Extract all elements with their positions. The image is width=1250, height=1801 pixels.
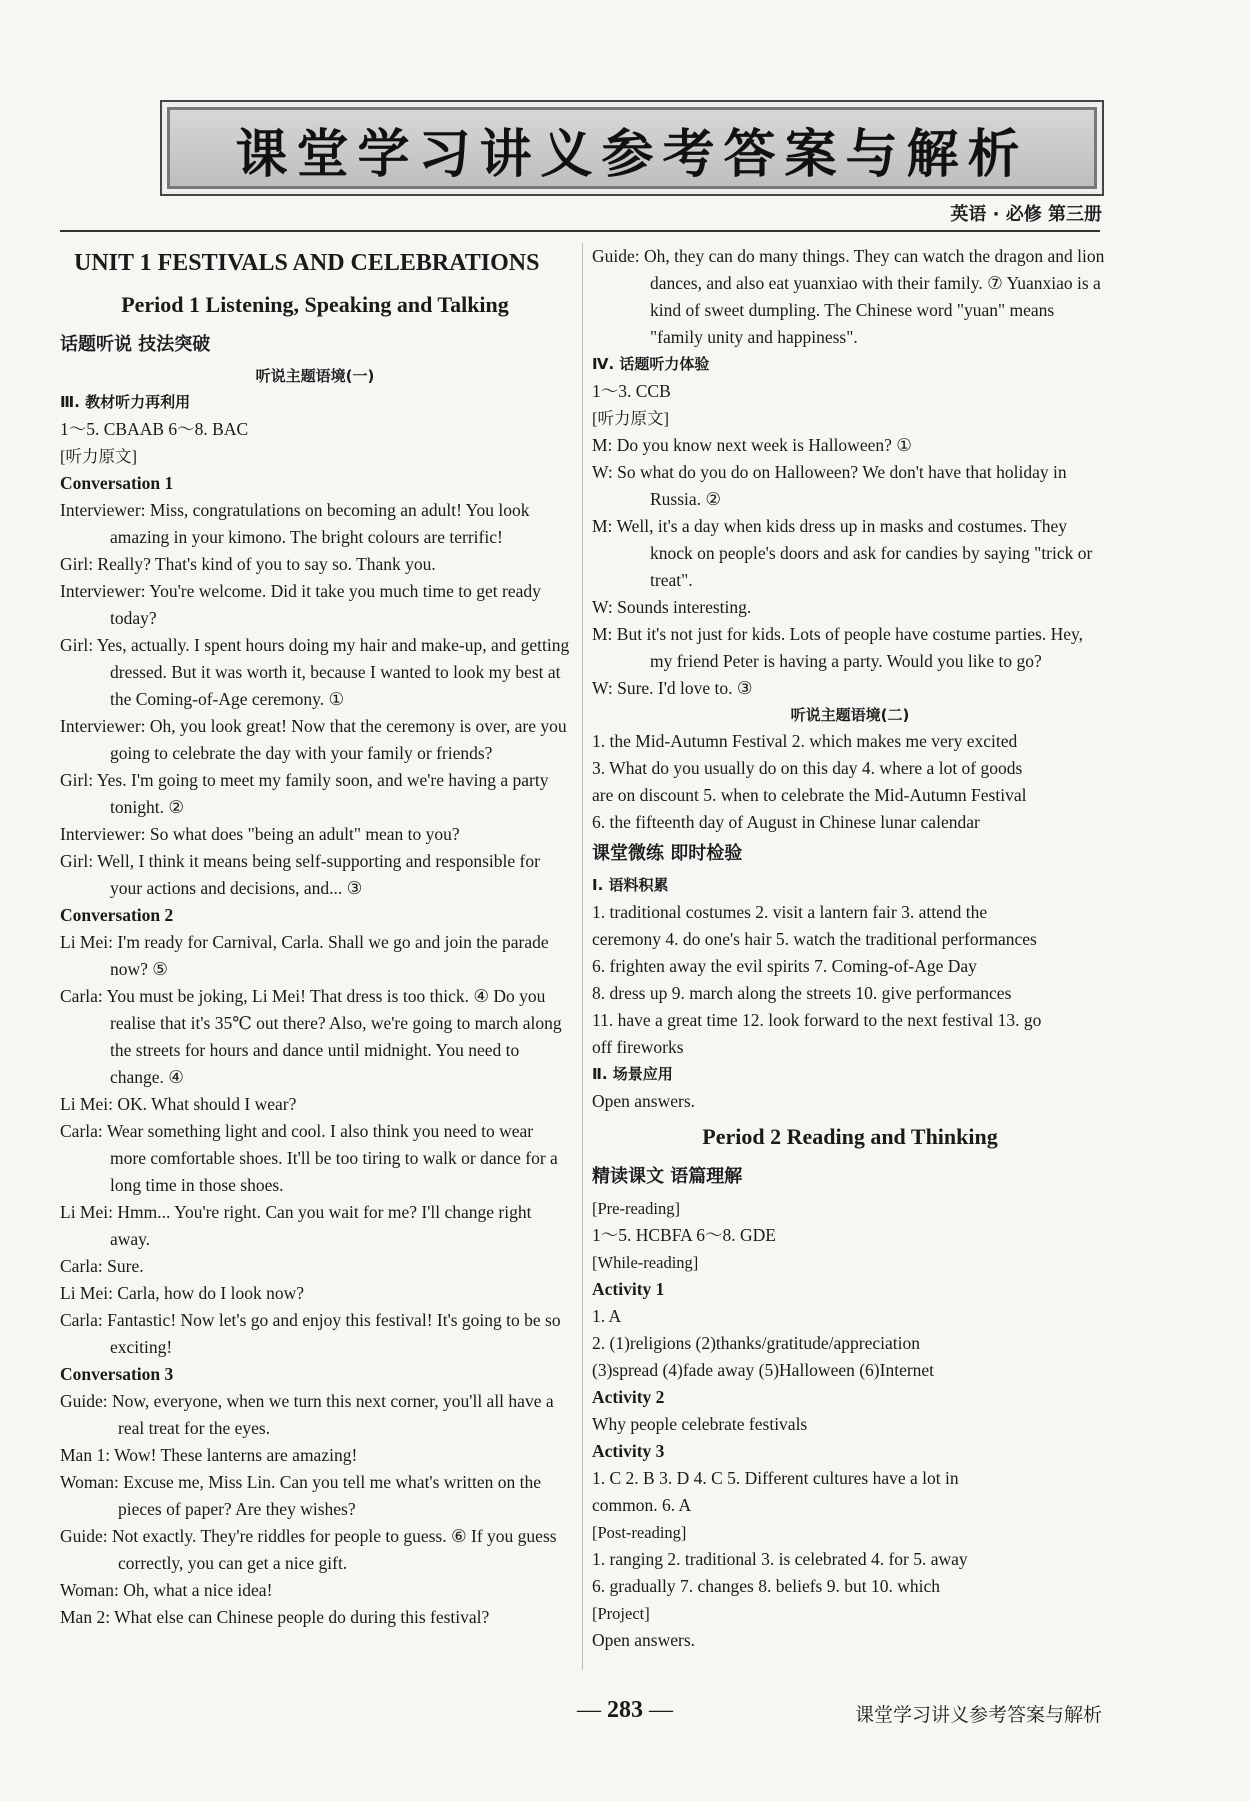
dialogue-line: Interviewer: So what does "being an adult" mean to you?: [60, 824, 460, 844]
vocab-line: ceremony 4. do one's hair 5. watch the traditional performances: [592, 929, 1037, 949]
dialogue-line: Interviewer: Oh, you look great! Now that the ceremony is over, are you going to celebrate the day with your family or friends?: [60, 716, 567, 763]
prereading-answers: 1～5. HCBFA 6～8. GDE: [592, 1225, 776, 1245]
tapescript-label: [听力原文]: [592, 409, 669, 428]
prereading-label: [Pre-reading]: [592, 1199, 680, 1218]
dialogue-line: M: Do you know next week is Halloween? ①: [592, 435, 912, 455]
activity2-title: Activity 2: [592, 1387, 665, 1407]
dialogue-line: W: Sounds interesting.: [592, 597, 752, 617]
activity1-answer: (3)spread (4)fade away (5)Halloween (6)Internet: [592, 1360, 935, 1380]
period2-heading: Period 2 Reading and Thinking: [702, 1124, 998, 1149]
column-divider: [582, 243, 583, 1670]
dialogue-line: Man 2: What else can Chinese people do during this festival?: [60, 1607, 490, 1627]
tapescript-label: [听力原文]: [60, 447, 137, 466]
unit-heading: UNIT 1 FESTIVALS AND CELEBRATIONS: [74, 250, 540, 276]
dialogue-line: Woman: Excuse me, Miss Lin. Can you tell me what's written on the pieces of paper? Are they wishes?: [60, 1472, 541, 1519]
dialogue-line: Woman: Oh, what a nice idea!: [60, 1580, 273, 1600]
practice-heading: 课堂微练 即时检验: [592, 843, 743, 864]
page-number: 283: [607, 1697, 643, 1723]
postreading-answer: 6. gradually 7. changes 8. beliefs 9. but 10. which: [592, 1576, 940, 1596]
section3-answers: 1～5. CBAAB 6～8. BAC: [60, 419, 249, 439]
dialogue-line: Interviewer: You're welcome. Did it take you much time to get ready today?: [60, 581, 541, 628]
dialogue-line: Carla: You must be joking, Li Mei! That dress is too thick. ④ Do you realise that it's 35℃ out there? Also, we're going to march along the streets for hours and dance until midnight. You need to change. ④: [60, 986, 562, 1087]
dialogue-line: Li Mei: OK. What should I wear?: [60, 1094, 297, 1114]
dialogue-line: Guide: Oh, they can do many things. They can watch the dragon and lion dances, and also eat yuanxiao with their family. ⑦ Yuanxiao is a kind of sweet dumpling. The Chinese word "yuan" means "family unity and happiness".: [592, 246, 1105, 347]
vocab-line: 6. frighten away the evil spirits 7. Coming-of-Age Day: [592, 956, 977, 976]
whilereading-label: [While-reading]: [592, 1253, 699, 1272]
activity1-answer: 1. A: [592, 1306, 622, 1326]
dialogue-line: Li Mei: Carla, how do I look now?: [60, 1283, 304, 1303]
dialogue-line: Guide: Not exactly. They're riddles for people to guess. ⑥ If you guess correctly, you can get a nice gift.: [60, 1526, 557, 1573]
scene2-line: are on discount 5. when to celebrate the Mid-Autumn Festival: [592, 785, 1027, 805]
dialogue-line: Girl: Really? That's kind of you to say so. Thank you.: [60, 554, 436, 574]
vocab-line: 8. dress up 9. march along the streets 10. give performances: [592, 983, 1012, 1003]
project-label: [Project]: [592, 1604, 650, 1623]
vocab-heading: Ⅰ. 语料积累: [592, 876, 669, 894]
header-rule: [60, 230, 1100, 232]
scene2-line: 3. What do you usually do on this day 4. where a lot of goods: [592, 758, 1023, 778]
dialogue-line: M: Well, it's a day when kids dress up in masks and costumes. They knock on people's doors and ask for candies by saying "trick or treat".: [592, 516, 1093, 590]
right-column: [592, 243, 1108, 1654]
conversation2-title: Conversation 2: [60, 905, 174, 925]
footer-title: 课堂学习讲义参考答案与解析: [854, 1704, 1102, 1726]
dialogue-line: Girl: Yes, actually. I spent hours doing my hair and make-up, and getting dressed. But it was worth it, because I wanted to look my best at the Coming-of-Age ceremony. ①: [60, 635, 570, 709]
reading-heading: 精读课文 语篇理解: [592, 1166, 743, 1187]
dialogue-line: Man 1: Wow! These lanterns are amazing!: [60, 1445, 358, 1465]
topic-heading: 话题听说 技法突破: [60, 334, 211, 355]
scene2-line: 1. the Mid-Autumn Festival 2. which makes me very excited: [592, 731, 1018, 751]
scene2-heading: 听说主题语境(二): [790, 706, 910, 724]
dialogue-line: Carla: Sure.: [60, 1256, 144, 1276]
vocab-line: 11. have a great time 12. look forward to the next festival 13. go: [592, 1010, 1042, 1030]
scene-application-heading: Ⅱ. 场景应用: [592, 1065, 673, 1083]
conversation3-title: Conversation 3: [60, 1364, 174, 1384]
dialogue-line: Girl: Well, I think it means being self-supporting and responsible for your actions and decisions, and... ③: [60, 851, 540, 898]
title-banner: [160, 100, 1104, 196]
section3-heading: Ⅲ. 教材听力再利用: [60, 393, 191, 411]
vocab-line: 1. traditional costumes 2. visit a lantern fair 3. attend the: [592, 902, 988, 922]
page-number-area: — 283 —: [577, 1697, 673, 1723]
section4-heading: Ⅳ. 话题听力体验: [592, 355, 710, 373]
period1-heading: Period 1 Listening, Speaking and Talking: [121, 292, 509, 317]
dialogue-line: Carla: Fantastic! Now let's go and enjoy this festival! It's going to be so exciting!: [60, 1310, 561, 1357]
dialogue-line: Girl: Yes. I'm going to meet my family soon, and we're having a party tonight. ②: [60, 770, 549, 817]
dialogue-line: Carla: Wear something light and cool. I also think you need to wear more comfortable shoes. It'll be too tiring to walk or dance for a long time in those shoes.: [60, 1121, 558, 1195]
activity2-answer: Why people celebrate festivals: [592, 1414, 808, 1434]
dialogue-line: W: So what do you do on Halloween? We don't have that holiday in Russia. ②: [592, 462, 1067, 509]
activity3-title: Activity 3: [592, 1441, 665, 1461]
postreading-answer: 1. ranging 2. traditional 3. is celebrated 4. for 5. away: [592, 1549, 968, 1569]
dialogue-line: Li Mei: I'm ready for Carnival, Carla. Shall we go and join the parade now? ⑤: [60, 932, 549, 979]
dialogue-line: M: But it's not just for kids. Lots of people have costume parties. Hey, my friend Peter is having a party. Would you like to go?: [592, 624, 1083, 671]
activity3-answer: 1. C 2. B 3. D 4. C 5. Different cultures have a lot in: [592, 1468, 959, 1488]
activity1-answer: 2. (1)religions (2)thanks/gratitude/appreciation: [592, 1333, 921, 1353]
open-answers: Open answers.: [592, 1091, 696, 1111]
postreading-label: [Post-reading]: [592, 1523, 687, 1542]
scene1-heading: 听说主题语境(一): [255, 367, 375, 385]
dialogue-line: W: Sure. I'd love to. ③: [592, 678, 753, 698]
vocab-line: off fireworks: [592, 1037, 684, 1057]
dialogue-line: Interviewer: Miss, congratulations on becoming an adult! You look amazing in your kimono. The bright colours are terrific!: [60, 500, 530, 547]
left-column: [60, 243, 570, 1631]
conversation1-title: Conversation 1: [60, 473, 174, 493]
activity1-title: Activity 1: [592, 1279, 665, 1299]
page-title: 课堂学习讲义参考答案与解析: [235, 124, 1029, 185]
scene2-line: 6. the fifteenth day of August in Chinese lunar calendar: [592, 812, 980, 832]
open-answers: Open answers.: [592, 1630, 696, 1650]
activity3-answer: common. 6. A: [592, 1495, 692, 1515]
section4-answers: 1～3. CCB: [592, 381, 671, 401]
subject-label: 英语 · 必修 第三册: [950, 204, 1102, 225]
dialogue-line: Guide: Now, everyone, when we turn this next corner, you'll all have a real treat for the eyes.: [60, 1391, 554, 1438]
dialogue-line: Li Mei: Hmm... You're right. Can you wait for me? I'll change right away.: [60, 1202, 532, 1249]
